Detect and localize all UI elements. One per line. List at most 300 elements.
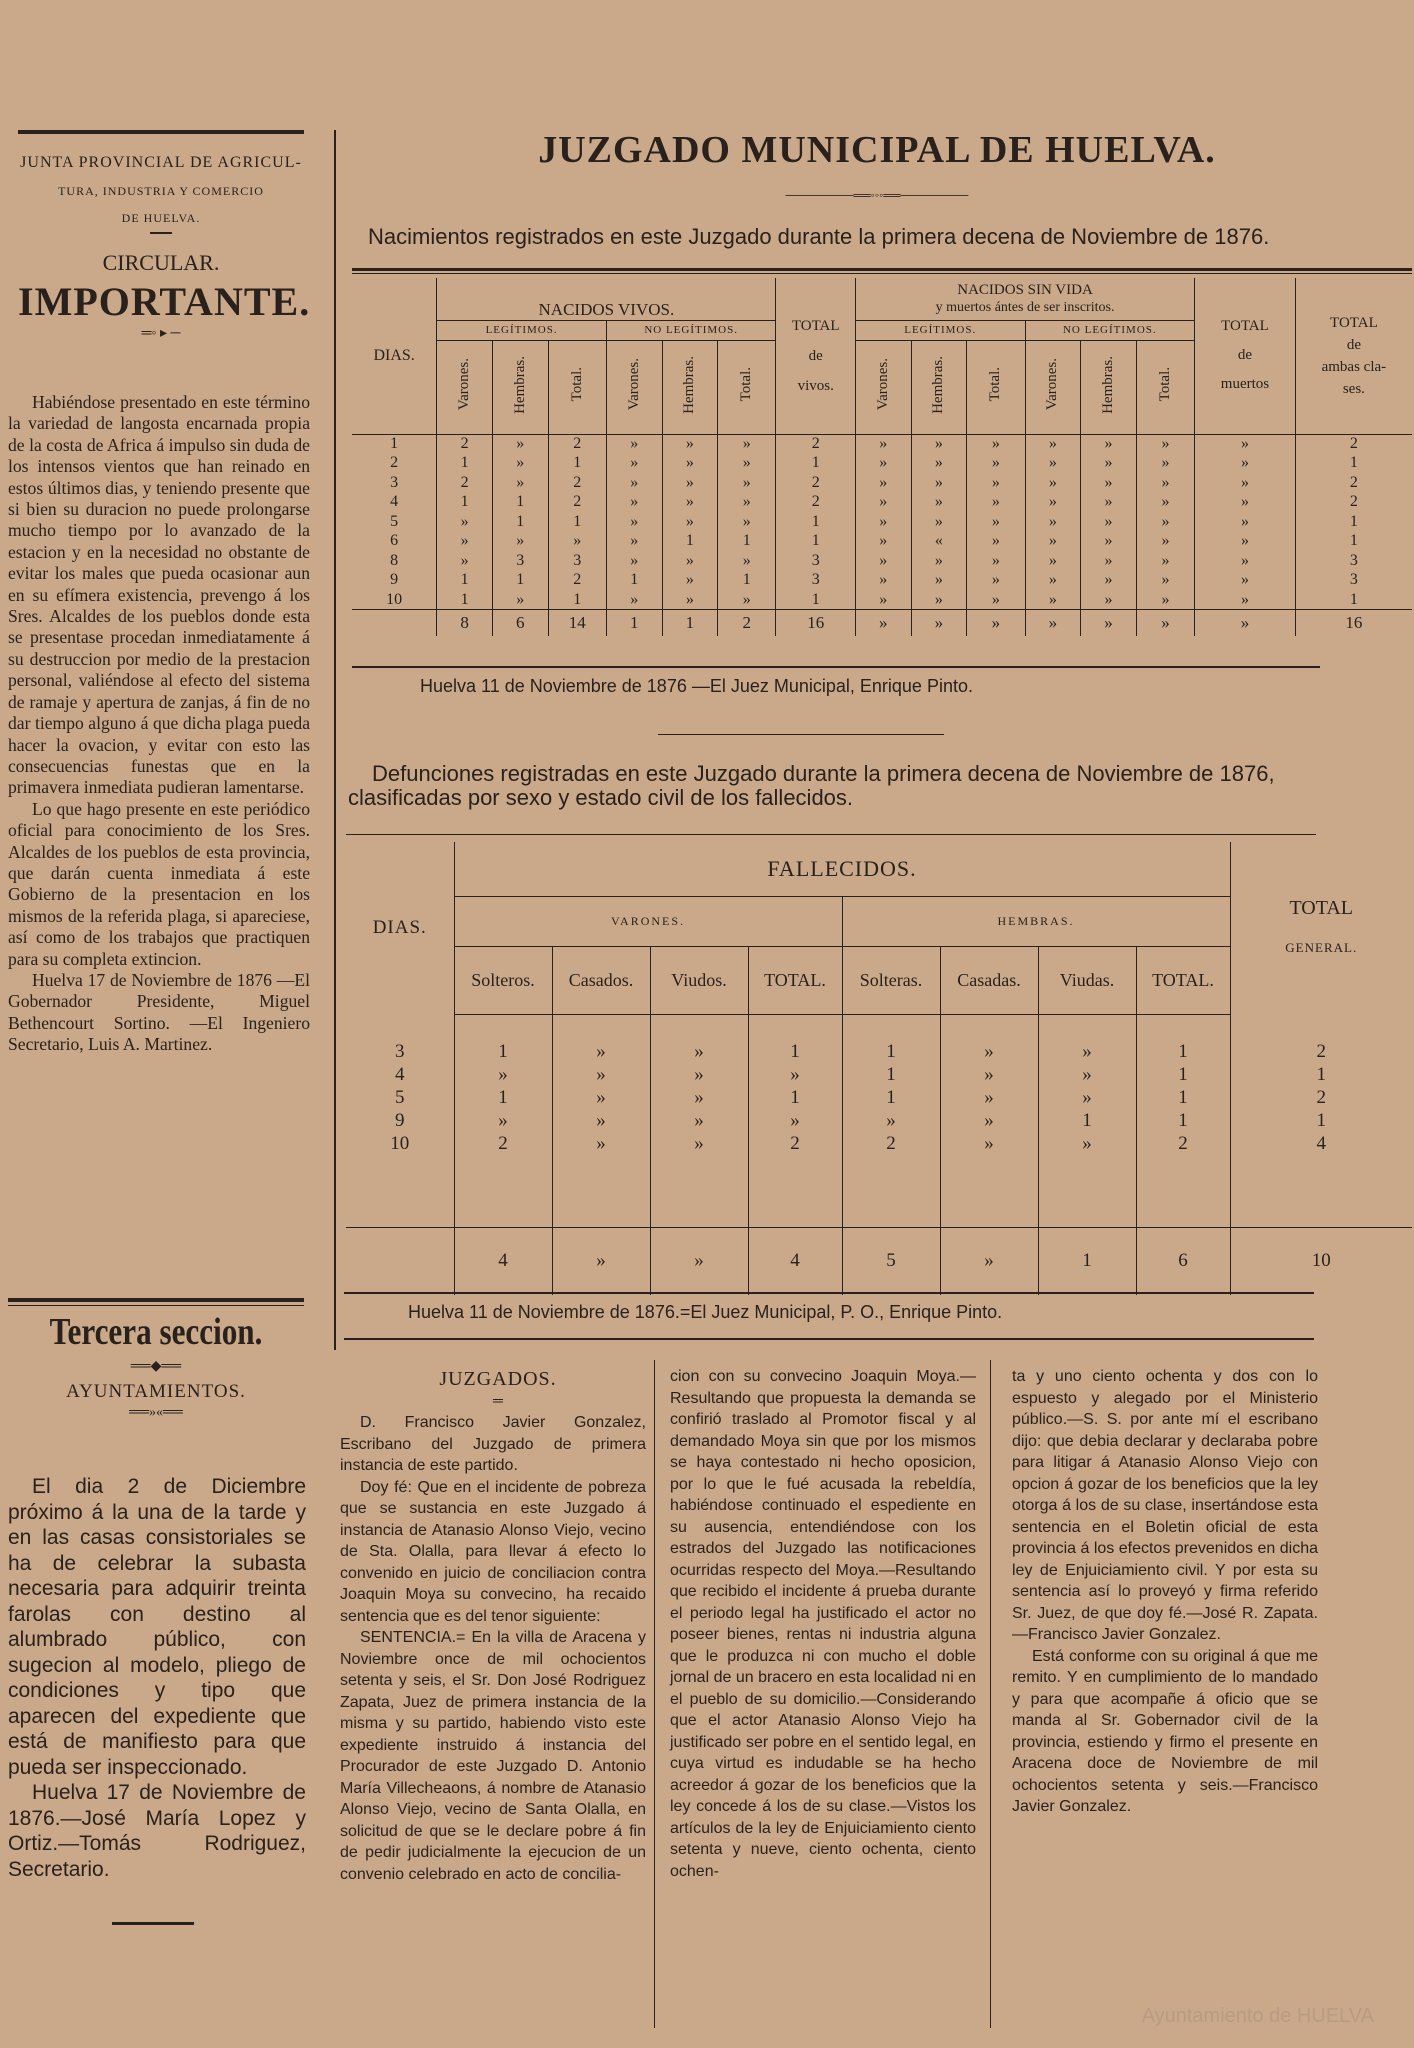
deaths-table — [346, 842, 1412, 1295]
spacer-cell — [1038, 1014, 1136, 1040]
gap-cell — [552, 1155, 650, 1227]
deaths-cell: » — [650, 1109, 748, 1132]
births-cell: » — [1195, 551, 1296, 571]
births-cell: 1 — [776, 512, 856, 532]
deaths-cell: 1 — [454, 1040, 552, 1063]
spacer-cell — [1230, 1014, 1412, 1040]
births-cell: » — [718, 454, 776, 474]
deaths-cell: » — [748, 1109, 842, 1132]
deaths-cell: 2 — [1136, 1132, 1230, 1155]
births-cell: 2 — [548, 434, 606, 454]
total-vivos-1: TOTAL — [791, 317, 840, 334]
column-divider — [334, 130, 336, 1350]
deaths-cell: » — [1038, 1040, 1136, 1063]
tercera-title: Tercera seccion. — [49, 1311, 263, 1353]
juzgados-col-3 — [1012, 1366, 1318, 1818]
births-cell: » — [662, 454, 718, 474]
gap-cell — [1038, 1155, 1136, 1227]
col-hembras-sv-nl: Hembras. — [1099, 355, 1116, 414]
births-day-cell: 3 — [390, 473, 399, 491]
deaths-cell: » — [1038, 1132, 1136, 1155]
spacer-cell — [940, 1014, 1038, 1040]
deaths-cell: » — [552, 1040, 650, 1063]
births-cell: 3 — [776, 551, 856, 571]
births-cell: » — [1136, 454, 1194, 474]
deaths-total-cell: 5 — [842, 1227, 940, 1295]
births-cell: 1 — [776, 590, 856, 610]
deaths-col-header: Viudos. — [650, 946, 748, 1014]
junta-header — [18, 154, 311, 342]
juzgados-top-rule — [344, 1338, 1314, 1340]
births-cell: » — [1195, 454, 1296, 474]
total-general-1: TOTAL — [1289, 897, 1354, 919]
deaths-total-cell: 6 — [1136, 1227, 1230, 1295]
births-cell: 3 — [1295, 551, 1412, 571]
deaths-cell: 1 — [1136, 1063, 1230, 1086]
births-cell: » — [967, 434, 1025, 454]
births-total-cell: 16 — [1295, 610, 1412, 636]
births-cell: » — [1025, 551, 1081, 571]
births-cell: 3 — [492, 551, 548, 571]
births-cell: 1 — [776, 532, 856, 552]
births-cell: 1 — [606, 571, 662, 591]
births-total-cell: » — [911, 610, 967, 636]
births-cell: » — [1136, 434, 1194, 454]
deaths-cell: » — [454, 1109, 552, 1132]
deaths-total-cell: 4 — [748, 1227, 842, 1295]
deaths-cell: » — [940, 1132, 1038, 1155]
deaths-cell: 1 — [1038, 1109, 1136, 1132]
births-cell: » — [662, 590, 718, 610]
deaths-cell: 2 — [748, 1132, 842, 1155]
deaths-cell: 2 — [1230, 1086, 1412, 1109]
births-cell: » — [1081, 571, 1137, 591]
births-cell: » — [911, 493, 967, 513]
col-varones-nl: Varones. — [625, 358, 642, 411]
births-totals-row — [352, 610, 1412, 636]
births-cell: » — [1195, 473, 1296, 493]
births-cell: » — [967, 532, 1025, 552]
births-cell: » — [967, 551, 1025, 571]
births-day-cell: 8 — [390, 551, 399, 569]
births-cell: » — [662, 493, 718, 513]
births-row — [352, 590, 1412, 610]
births-cell: » — [1136, 532, 1194, 552]
births-cell: 1 — [492, 493, 548, 513]
total-ambas-4: ses. — [1342, 380, 1365, 397]
births-cell: » — [1081, 590, 1137, 610]
deaths-cell: 2 — [454, 1132, 552, 1155]
spacer-cell — [1136, 1014, 1230, 1040]
births-total-cell: » — [967, 610, 1025, 636]
sin-vida-1: NACIDOS SIN VIDA — [957, 281, 1093, 298]
births-cell: 1 — [776, 454, 856, 474]
births-row — [352, 473, 1412, 493]
births-total-cell: » — [1136, 610, 1194, 636]
births-cell: 1 — [1295, 512, 1412, 532]
births-cell: » — [855, 493, 911, 513]
nacidos-vivos-header: NACIDOS VIVOS. — [437, 278, 776, 320]
births-cell: » — [548, 532, 606, 552]
births-cell: » — [967, 473, 1025, 493]
births-total-cell — [352, 610, 437, 636]
circular-body: Habiéndose presentado en este término la variedad de langosta encarnada propia de la costa de Africa á impulso sin duda de los intensos vientos que han reinado en estos últimos dias, y teniendo presente que si bien su duracion no puede prolongarse mucho tiempo por lo avanzado de la estacion y en la necesidad no obstante de evitar los males que pueda ocasionar aun en su efímera existencia, prevengo á los Sres. Alcaldes de los pueblos donde esta se presentase procedan inmediatamente á su destruccion por medio de la prestacion personal, valiéndose al efecto del sistema de ramaje y apertura de zanjas, á fin de no dar tiempo alguno á que dicha plaga pueda hacer la ovacion, y evitar con esto las consecuencias funestas que en la primavera inmediata pudieran lamentarse. — [8, 392, 310, 798]
births-total-cell: 2 — [718, 610, 776, 636]
deaths-top-rule — [346, 834, 1316, 835]
births-cell: » — [437, 551, 493, 571]
births-cell: 3 — [776, 571, 856, 591]
births-top-rule — [352, 268, 1412, 271]
births-cell: » — [606, 532, 662, 552]
births-cell: » — [606, 473, 662, 493]
births-cell: 3 — [1295, 571, 1412, 591]
deaths-total-cell: » — [940, 1227, 1038, 1295]
juzgados-title: JUZGADOS. — [439, 1368, 557, 1390]
births-day-cell: 4 — [390, 493, 399, 511]
births-cell: 2 — [776, 434, 856, 454]
deaths-cell: 1 — [1136, 1109, 1230, 1132]
births-cell: 1 — [718, 571, 776, 591]
deaths-cell: » — [552, 1109, 650, 1132]
total-general-header — [1230, 842, 1412, 1014]
short-rule — [150, 232, 172, 234]
births-cell: » — [1081, 434, 1137, 454]
total-ambas-3: ambas cla- — [1321, 358, 1387, 375]
births-cell: » — [606, 512, 662, 532]
births-total-cell: 1 — [606, 610, 662, 636]
births-cell: » — [606, 590, 662, 610]
total-muertos-2: de — [1237, 347, 1253, 364]
births-dias-header: DIAS. — [373, 346, 415, 364]
deaths-col-header: Solteras. — [842, 946, 940, 1014]
births-cell: » — [1025, 532, 1081, 552]
births-cell: » — [1081, 532, 1137, 552]
fallecidos-header: FALLECIDOS. — [454, 842, 1230, 896]
section-rule-thin — [8, 1305, 304, 1306]
hembras-header: HEMBRAS. — [842, 896, 1230, 946]
deaths-gap-row — [346, 1155, 1412, 1227]
deaths-col-header: TOTAL. — [748, 946, 842, 1014]
births-cell: » — [662, 473, 718, 493]
births-row — [352, 512, 1412, 532]
junta-title-line-2: TURA, INDUSTRIA Y COMERCIO — [58, 184, 264, 198]
gap-cell — [940, 1155, 1038, 1227]
births-cell: 2 — [1295, 473, 1412, 493]
spacer-cell — [552, 1014, 650, 1040]
births-cell: » — [1195, 571, 1296, 591]
spacer-cell — [842, 1014, 940, 1040]
births-cell: » — [911, 571, 967, 591]
importante-title: IMPORTANTE. — [18, 279, 311, 324]
births-cell: » — [662, 551, 718, 571]
juzgados-col-1 — [340, 1412, 646, 1885]
births-cell: » — [911, 473, 967, 493]
col-hembras-nl: Hembras. — [681, 355, 698, 414]
end-rule-left — [112, 1922, 194, 1925]
deaths-cell: » — [552, 1086, 650, 1109]
births-cell: 1 — [718, 532, 776, 552]
births-row — [352, 493, 1412, 513]
births-bottom-rule — [352, 666, 1320, 668]
births-cell: 2 — [548, 571, 606, 591]
births-cell: 1 — [492, 571, 548, 591]
col-total-nl: Total. — [738, 367, 755, 402]
deaths-cell: » — [650, 1086, 748, 1109]
deaths-col-header: Casadas. — [940, 946, 1038, 1014]
deaths-cell: » — [842, 1109, 940, 1132]
spacer-cell — [454, 1014, 552, 1040]
col-varones-sv-nl: Varones. — [1044, 358, 1061, 411]
births-cell: » — [1025, 473, 1081, 493]
deaths-total-cell: 10 — [1230, 1227, 1412, 1295]
deaths-total-cell: 4 — [454, 1227, 552, 1295]
ornament-2: ══◆══ — [130, 1359, 182, 1374]
births-total-cell: 8 — [437, 610, 493, 636]
births-cell: » — [1136, 512, 1194, 532]
births-cell: 1 — [492, 512, 548, 532]
juzgados-col3-text: ta y uno ciento ochenta y dos con lo espuesto y alegado por el Ministerio público.—S. S. por ante mí el escribano dijo: que debia declarar y declaraba pobre para litigar á Atanasio Alonso Viejo con opcion á gozar de los beneficios que la ley otorga á los de su clase, insertándose esta sentencia en el Boletin oficial de esta provincia á los efectos prevenidos en dicha ley de Enjuiciamiento civil. Y por esta su sentencia así lo proveyó y firma referido Sr. Juez, de que doy fé.—José R. Zapata.—Francisco Javier Gonzalez. — [1012, 1368, 1318, 1643]
births-day-cell: 10 — [386, 590, 403, 608]
deaths-day-cell: 3 — [395, 1040, 405, 1062]
deaths-cell: 1 — [748, 1040, 842, 1063]
ayuntamientos-body: El dia 2 de Diciembre próximo á la una de la tarde y en las casas consistoriales se ha de celebrar la subasta necesaria para adquirir treinta farolas con destino al alumbrado público, con sugecion al modelo, pliego de condiciones y tipo que aparecen del expediente que está de manifiesto para que pueda ser inspeccionado. — [8, 1475, 306, 1779]
births-cell: 1 — [1295, 532, 1412, 552]
births-cell: 1 — [548, 512, 606, 532]
varones-header: VARONES. — [454, 896, 842, 946]
deaths-row — [346, 1063, 1412, 1086]
births-total-cell: 6 — [492, 610, 548, 636]
deaths-totals-row — [346, 1227, 1412, 1295]
deaths-col-header: Casados. — [552, 946, 650, 1014]
deaths-row — [346, 1132, 1412, 1155]
births-cell: 1 — [1295, 454, 1412, 474]
deaths-cell: 1 — [842, 1063, 940, 1086]
births-total-cell: » — [855, 610, 911, 636]
births-heading: Nacimientos registrados en este Juzgado durante la primera decena de Noviembre de 1876. — [368, 224, 1270, 249]
births-cell: » — [718, 512, 776, 532]
births-cell: » — [855, 590, 911, 610]
births-cell: 1 — [437, 571, 493, 591]
juzgados-divider-1 — [654, 1360, 655, 2028]
col-total-sv-nl: Total. — [1156, 367, 1173, 402]
deaths-cell: » — [552, 1063, 650, 1086]
births-cell: 1 — [437, 590, 493, 610]
sin-vida-header — [855, 278, 1194, 320]
mid-rule — [658, 734, 944, 735]
births-day-cell: 9 — [390, 571, 399, 589]
spacer-cell — [346, 1014, 454, 1040]
watermark-text: Ayuntamiento de HUELVA — [1141, 2005, 1374, 2027]
deaths-cell: 1 — [1136, 1086, 1230, 1109]
deaths-cell: » — [940, 1086, 1038, 1109]
births-table — [352, 278, 1412, 636]
births-cell: » — [855, 571, 911, 591]
births-cell: » — [1081, 454, 1137, 474]
sin-vida-2: y muertos ántes de ser inscritos. — [935, 299, 1115, 315]
deaths-dias-header: DIAS. — [372, 917, 427, 938]
births-cell: » — [492, 473, 548, 493]
total-ambas-header — [1295, 278, 1412, 434]
births-cell: 2 — [1295, 493, 1412, 513]
births-cell: » — [855, 473, 911, 493]
gap-cell — [346, 1155, 454, 1227]
births-cell: » — [1025, 590, 1081, 610]
legitimos-header: LEGÍTIMOS. — [437, 320, 607, 340]
gap-cell — [650, 1155, 748, 1227]
births-row — [352, 454, 1412, 474]
deaths-cell: 2 — [1230, 1040, 1412, 1063]
deaths-cell: » — [748, 1063, 842, 1086]
deaths-day-cell: 9 — [395, 1109, 405, 1131]
births-cell: » — [855, 512, 911, 532]
births-cell: » — [855, 551, 911, 571]
births-cell: 3 — [548, 551, 606, 571]
births-total-cell: 16 — [776, 610, 856, 636]
births-day-cell: 1 — [390, 435, 399, 452]
total-vivos-3: vivos. — [797, 377, 834, 394]
top-rule-left — [18, 130, 304, 134]
births-cell: » — [855, 454, 911, 474]
births-day-cell: 5 — [390, 512, 399, 530]
total-ambas-1: TOTAL — [1330, 314, 1378, 331]
births-cell: » — [1025, 493, 1081, 513]
births-row — [352, 532, 1412, 552]
juzgados-col2-text: cion con su convecino Joaquin Moya.—Resultando que propuesta la demanda se confirió traslado al Promotor fiscal y al demandado Moya sin que por los mismos se haya contestado ni hecho oposicion, por lo que le fué acusada la rebeldía, habiéndose continuado el espediente en su ausencia, entendiéndose con los estrados del Juzgado las notificaciones ocurridas respecto del Moya.—Resultando que recibido el incidente á prueba durante el periodo legal ha justificado el actor no poseer bienes, rentas ni industria alguna que le produzca ni con mucho el doble jornal de un bracero en esta localidad ni en el pueblo de su domicilio.—Considerando que el actor Atanasio Alonso Viejo ha justificado ser pobre en el sentido legal, en cuya virtud es indudable se ha hecho acreedor á gozar de los beneficios que la ley concede á los de su clase.—Vistos los artículos de la ley de Enjuiciamiento ciento setenta y nueve, ciento ochenta, ciento ochen- — [670, 1368, 976, 1880]
juzgados-col1-b: Doy fé: Que en el incidente de pobreza que se sustancia en este Juzgado á instancia de Atanasio Alonso Viejo, vecino de Sta. Olalla, para llevar á efecto lo convenido en juicio de conciliacion contra Joaquin Moya su convecino, ha recaido sentencia que es del tenor siguiente: — [340, 1478, 646, 1625]
births-top-rule-2 — [352, 273, 1412, 274]
total-general-2: GENERAL. — [1285, 940, 1358, 955]
births-cell: » — [967, 454, 1025, 474]
births-cell: » — [1136, 551, 1194, 571]
births-cell: » — [718, 551, 776, 571]
births-cell: 2 — [1295, 434, 1412, 454]
births-total-cell: » — [1025, 610, 1081, 636]
deaths-heading-1: Defunciones registradas en este Juzgado durante la primera decena de Noviembre de 1876, — [372, 761, 1275, 786]
deaths-cell: 1 — [1230, 1063, 1412, 1086]
births-cell: » — [718, 473, 776, 493]
deaths-cell: 1 — [1136, 1040, 1230, 1063]
births-cell: » — [911, 434, 967, 454]
births-cell: » — [1136, 571, 1194, 591]
births-cell: » — [1136, 473, 1194, 493]
births-cell: » — [437, 532, 493, 552]
births-cell: » — [911, 590, 967, 610]
births-day-cell: 2 — [390, 454, 399, 472]
total-muertos-header — [1195, 278, 1296, 434]
sv-legitimos-header: LEGÍTIMOS. — [855, 320, 1025, 340]
total-vivos-2: de — [808, 347, 823, 364]
births-cell: » — [855, 434, 911, 454]
juzgados-col1-c: SENTENCIA.= En la villa de Aracena y Noviembre once de mil ochocientos setenta y seis, el Sr. Don José Rodriguez Zapata, Juez de primera instancia de la misma y su partido, habiendo visto este expediente instruido á instancia del Procurador de este Juzgado D. Antonio María Villecheaons, á nombre de Atanasio Alonso Viejo, vecino de Santa Olalla, en solicitud de que se le declare pobre á fin de pedir judicialmente la ejecucion de un convenio celebrado en acto de concilia- — [340, 1629, 646, 1883]
deaths-cell: » — [650, 1063, 748, 1086]
births-total-cell: 14 — [548, 610, 606, 636]
births-cell: » — [718, 434, 776, 454]
births-cell: » — [662, 571, 718, 591]
total-muertos-1: TOTAL — [1221, 318, 1269, 335]
births-cell: » — [1025, 454, 1081, 474]
births-cell: » — [492, 590, 548, 610]
ornament-3: ══»«══ — [129, 1405, 183, 1420]
births-cell: » — [911, 551, 967, 571]
junta-title-line-1: JUNTA PROVINCIAL DE AGRICUL- — [20, 154, 302, 171]
deaths-day-cell: 4 — [395, 1063, 405, 1085]
deaths-day-cell: 10 — [390, 1132, 410, 1154]
col-hembras-sv: Hembras. — [930, 355, 947, 414]
gap-cell — [454, 1155, 552, 1227]
births-cell: » — [855, 532, 911, 552]
deaths-bottom-rule — [344, 1292, 1314, 1294]
births-cell: » — [662, 434, 718, 454]
births-cell: » — [967, 590, 1025, 610]
births-table-wrap — [352, 278, 1412, 636]
junta-title-line-3: DE HUELVA. — [121, 211, 201, 225]
births-cell: » — [967, 512, 1025, 532]
births-cell: » — [1195, 532, 1296, 552]
deaths-spacer-row — [346, 1014, 1412, 1040]
births-cell: » — [1081, 512, 1137, 532]
deaths-total-cell: 1 — [1038, 1227, 1136, 1295]
births-cell: 2 — [776, 473, 856, 493]
gap-cell — [1136, 1155, 1230, 1227]
deaths-cell: » — [552, 1132, 650, 1155]
deaths-cell: » — [940, 1109, 1038, 1132]
deaths-cell: » — [1038, 1086, 1136, 1109]
births-row — [352, 571, 1412, 591]
births-cell: 1 — [437, 454, 493, 474]
deaths-row — [346, 1040, 1412, 1063]
births-cell: 2 — [548, 493, 606, 513]
sv-no-legitimos-header: NO LEGÍTIMOS. — [1025, 320, 1195, 340]
deaths-col-header: Viudas. — [1038, 946, 1136, 1014]
deaths-total-cell — [346, 1227, 454, 1295]
births-cell: » — [606, 454, 662, 474]
births-cell: » — [1195, 590, 1296, 610]
births-cell: 2 — [776, 493, 856, 513]
ornament: ═◦ ▸ ─ — [141, 326, 181, 341]
births-cell: » — [437, 512, 493, 532]
births-cell: » — [1195, 493, 1296, 513]
col-total-sv: Total. — [987, 367, 1004, 402]
circular-title: CIRCULAR. — [102, 250, 220, 275]
births-total-cell: » — [1081, 610, 1137, 636]
col-varones: Varones. — [456, 358, 473, 411]
total-ambas-2: de — [1346, 336, 1361, 353]
births-cell: » — [492, 434, 548, 454]
deaths-cell: 1 — [842, 1086, 940, 1109]
births-cell: 1 — [548, 590, 606, 610]
births-cell: 1 — [437, 493, 493, 513]
births-cell: » — [1081, 551, 1137, 571]
gap-cell — [1230, 1155, 1412, 1227]
births-cell: » — [967, 571, 1025, 591]
circular-body-2: Lo que hago presente en este periódico oficial para conocimiento de los Sres. Alcaldes de los pueblos de esta provincia, que darán cuenta inmediata á este Gobierno de la presentacion en los mismos de la referida plaga, si apareciese, así como de los trabajos que practiquen para su completa extincion. — [8, 798, 310, 969]
births-cell: » — [1136, 493, 1194, 513]
deaths-cell: » — [650, 1040, 748, 1063]
births-cell: 2 — [437, 473, 493, 493]
col-varones-sv: Varones. — [874, 358, 891, 411]
deaths-cell: 1 — [1230, 1109, 1412, 1132]
births-cell: » — [606, 434, 662, 454]
deaths-cell: » — [940, 1040, 1038, 1063]
deaths-cell: » — [1038, 1063, 1136, 1086]
ayuntamientos-title: AYUNTAMIENTOS. — [66, 1381, 246, 1402]
deaths-day-cell: 5 — [395, 1086, 405, 1108]
births-day-cell: 6 — [390, 532, 399, 550]
births-cell: 1 — [1295, 590, 1412, 610]
juzgados-ornament: ═ — [493, 1394, 503, 1409]
spacer-cell — [650, 1014, 748, 1040]
births-cell: » — [1195, 434, 1296, 454]
